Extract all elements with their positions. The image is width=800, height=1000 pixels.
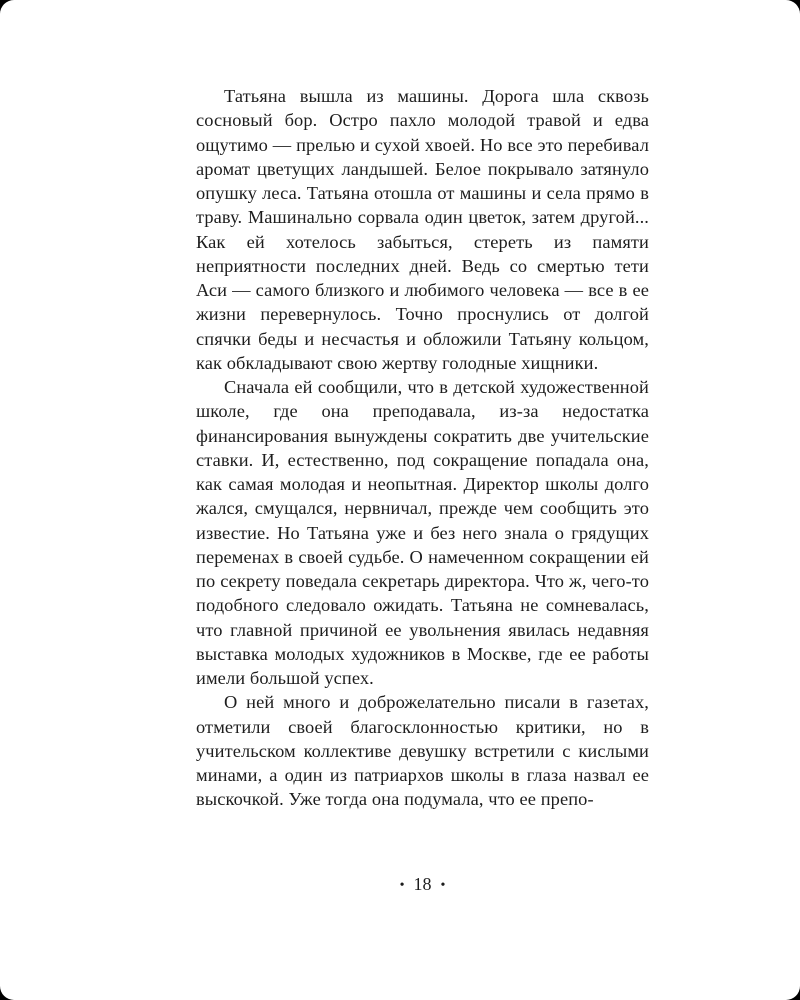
paragraph-3: О ней много и доброжелательно писали в газетах, отметили своей благосклонностью критики, но в учительском коллективе девушку встретили с кислыми минами, а один из патриархов школы в глаза назвал ее выскочкой. Уже тогда она подумала, что ее препо- bbox=[196, 692, 649, 810]
footer-bullet-left: • bbox=[399, 878, 405, 893]
paragraph-1: Татьяна вышла из машины. Дорога шла сквозь сосновый бор. Остро пахло молодой травой и едва ощутимо — прелью и сухой хвоей. Но все это перебивал аромат цветущих ландышей. Белое покрывало затянуло опушку леса. Татьяна отошла от машины и села прямо в траву. Машинально сорвала один цветок, затем другой... Как ей хотелось забыться, стереть из памяти неприятности последних дней. Ведь со смертью тети Аси — самого близкого и любимого человека — все в ее жизни перевернулось. Точно проснулись от долгой спячки беды и несчастья и обложили Татьяну кольцом, как обкладывают свою жертву голодные хищники. bbox=[196, 86, 649, 373]
paragraph-2: Сначала ей сообщили, что в детской художественной школе, где она преподавала, из-за недостатка финансирования вынуждены сократить две учительские ставки. И, естественно, под сокращение попадала она, как самая молодая и неопытная. Директор школы долго жался, смущался, нервничал, прежде чем сообщить это известие. Но Татьяна уже и без него знала о грядущих переменах в своей судьбе. О намеченном сокращении ей по секрету поведала секретарь директора. Что ж, чего-то подобного следовало ожидать. Татьяна не сомневалась, что главной причиной ее увольнения явилась недавняя выставка молодых художников в Москве, где ее работы имели большой успех. bbox=[196, 377, 649, 688]
footer-bullet-right: • bbox=[440, 878, 446, 893]
page-footer bbox=[196, 874, 649, 895]
page-number: 18 bbox=[413, 874, 432, 894]
text-block bbox=[196, 84, 649, 812]
